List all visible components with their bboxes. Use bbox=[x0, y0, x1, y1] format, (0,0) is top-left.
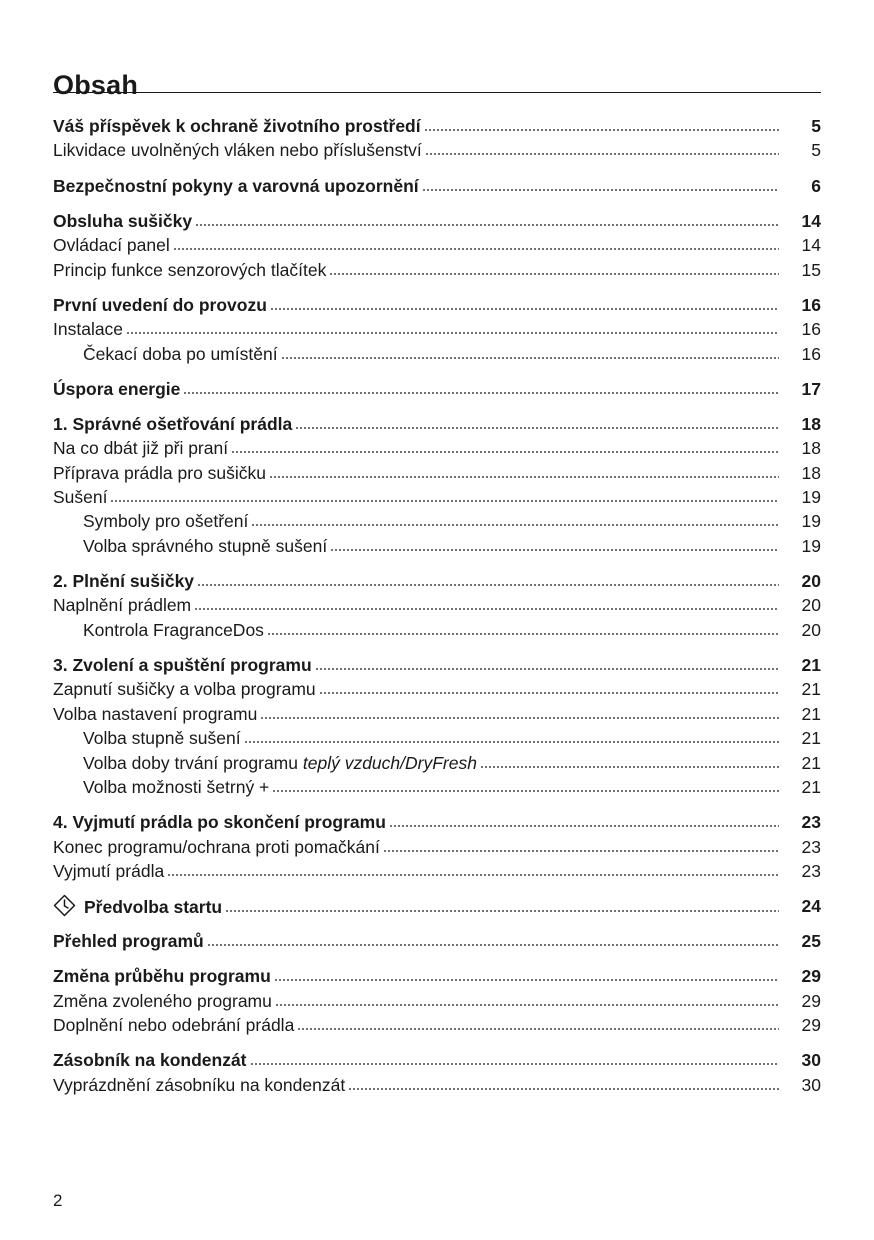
toc-entry-text: Bezpečnostní pokyny a varovná upozornění bbox=[53, 175, 419, 196]
toc-entry-page: 25 bbox=[801, 931, 821, 952]
toc-entry-text: Obsluha sušičky bbox=[53, 210, 193, 231]
dot-leader bbox=[275, 1004, 779, 1006]
dot-leader bbox=[315, 668, 779, 670]
toc-entry-page: 21 bbox=[801, 703, 821, 724]
toc-entry-text: Přehled programů bbox=[53, 931, 204, 952]
toc-entry[interactable] bbox=[53, 1073, 821, 1097]
toc-entry-page: 24 bbox=[801, 896, 821, 917]
toc-entry-text-regular: Volba doby trvání programu bbox=[83, 752, 298, 773]
dot-leader bbox=[270, 308, 779, 310]
dot-leader bbox=[272, 790, 779, 792]
toc-entry-text: Váš příspěvek k ochraně životního prostředí bbox=[53, 116, 421, 136]
toc-entry-text: Čekací doba po umístění bbox=[83, 343, 278, 364]
toc-entry-page: 16 bbox=[801, 294, 821, 315]
toc-entry[interactable] bbox=[53, 461, 821, 485]
toc-entry-text: Příprava prádla pro sušičku bbox=[53, 462, 267, 483]
toc-entry-page: 29 bbox=[801, 966, 821, 987]
toc-entry[interactable] bbox=[53, 677, 821, 701]
toc-entry[interactable] bbox=[53, 377, 821, 401]
toc-entry-page: 6 bbox=[811, 175, 821, 196]
dot-leader bbox=[295, 427, 779, 429]
toc-entry-text: Volba stupně sušení bbox=[83, 728, 241, 749]
toc-entry-page: 20 bbox=[801, 619, 821, 640]
toc-entry-text: Princip funkce senzorových tlačítek bbox=[53, 259, 327, 280]
toc-entry[interactable] bbox=[53, 342, 821, 366]
dot-leader bbox=[425, 153, 779, 155]
toc-entry-text: Sušení bbox=[53, 487, 108, 508]
dot-leader bbox=[251, 524, 779, 526]
dot-leader bbox=[281, 357, 779, 359]
toc-entry-page: 18 bbox=[801, 462, 821, 483]
dot-leader bbox=[330, 549, 779, 551]
toc-entry-page: 21 bbox=[801, 679, 821, 700]
toc-entry[interactable] bbox=[53, 859, 821, 883]
toc-entry-text: 4. Vyjmutí prádla po skončení programu bbox=[53, 812, 386, 833]
toc-entry-page: 19 bbox=[801, 511, 821, 532]
toc-entry[interactable] bbox=[53, 317, 821, 341]
dot-leader bbox=[383, 850, 779, 852]
dot-leader bbox=[329, 273, 779, 275]
toc-entry[interactable] bbox=[53, 1013, 821, 1037]
dot-leader bbox=[389, 825, 779, 827]
toc-entry-page: 21 bbox=[801, 776, 821, 797]
dot-leader bbox=[126, 332, 779, 334]
dot-leader bbox=[194, 608, 779, 610]
toc-entry-text: Vyprázdnění zásobníku na kondenzát bbox=[53, 1074, 346, 1095]
footer-page-number: 2 bbox=[53, 1191, 63, 1210]
toc-entry-page: 15 bbox=[801, 259, 821, 280]
toc-entry-text: Likvidace uvolněných vláken nebo příslušenství bbox=[53, 140, 422, 161]
dot-leader bbox=[274, 979, 779, 981]
toc-entry-page: 21 bbox=[801, 728, 821, 749]
toc-entry-page: 5 bbox=[811, 116, 821, 136]
toc-entry-text: Volba nastavení programu bbox=[53, 703, 258, 724]
dot-leader bbox=[225, 910, 779, 912]
dot-leader bbox=[260, 717, 779, 719]
toc-entry[interactable] bbox=[53, 653, 821, 677]
toc-entry-page: 29 bbox=[801, 990, 821, 1011]
toc-entry[interactable] bbox=[53, 412, 821, 436]
toc-entry-label: Předvolba startu bbox=[84, 897, 223, 918]
toc-entry-page: 18 bbox=[801, 413, 821, 434]
toc-entry-text: Změna zvoleného programu bbox=[53, 990, 272, 1011]
title-divider bbox=[53, 92, 821, 93]
toc-entry-page: 29 bbox=[801, 1015, 821, 1036]
toc-entry-page: 5 bbox=[811, 140, 821, 161]
dot-leader bbox=[480, 766, 779, 768]
toc-entry[interactable] bbox=[53, 751, 821, 775]
dot-leader bbox=[110, 500, 779, 502]
toc-entry[interactable] bbox=[53, 509, 821, 533]
dot-leader bbox=[297, 1028, 779, 1030]
toc-entry[interactable] bbox=[53, 775, 821, 799]
toc-entry-text: Kontrola FragranceDos bbox=[83, 619, 264, 640]
toc-entry[interactable] bbox=[53, 835, 821, 859]
toc-entry[interactable] bbox=[53, 258, 821, 282]
toc-entry-page: 19 bbox=[801, 487, 821, 508]
dot-leader bbox=[250, 1063, 780, 1065]
toc-entry[interactable] bbox=[53, 1048, 821, 1072]
toc-entry-page: 20 bbox=[801, 595, 821, 616]
toc-entry[interactable] bbox=[53, 436, 821, 460]
toc-entry[interactable] bbox=[53, 894, 821, 918]
toc-entry-text: Ovládací panel bbox=[53, 235, 170, 256]
toc-entry[interactable] bbox=[53, 929, 821, 953]
dot-leader bbox=[267, 633, 779, 635]
toc-entry-page: 14 bbox=[801, 235, 821, 256]
toc-entry-page: 16 bbox=[801, 343, 821, 364]
toc-entry-page: 21 bbox=[801, 752, 821, 773]
toc-entry[interactable] bbox=[53, 810, 821, 834]
dot-leader bbox=[207, 944, 779, 946]
toc-entry-text: Zásobník na kondenzát bbox=[53, 1050, 247, 1071]
toc-entry-page: 18 bbox=[801, 438, 821, 459]
toc-entry-text: Na co dbát již při praní bbox=[53, 438, 229, 459]
toc-entry[interactable] bbox=[53, 534, 821, 558]
dot-leader bbox=[173, 248, 779, 250]
toc-entry-text: Zapnutí sušičky a volba programu bbox=[53, 679, 316, 700]
dot-leader bbox=[424, 129, 779, 131]
toc-entry-text bbox=[53, 894, 222, 923]
dot-leader bbox=[197, 584, 779, 586]
toc-entry-text: Instalace bbox=[53, 319, 124, 340]
toc-entry[interactable] bbox=[53, 174, 821, 198]
toc-entry-text: Doplnění nebo odebrání prádla bbox=[53, 1015, 295, 1036]
timer-start-icon bbox=[53, 894, 76, 923]
toc-entry-page: 30 bbox=[801, 1050, 821, 1071]
toc-entry-text bbox=[53, 751, 477, 775]
toc-entry[interactable] bbox=[53, 964, 821, 988]
toc-entry[interactable] bbox=[53, 293, 821, 317]
toc-entry-page: 23 bbox=[801, 836, 821, 857]
toc-entry[interactable] bbox=[53, 989, 821, 1013]
dot-leader bbox=[269, 476, 779, 478]
toc-entry-page: 14 bbox=[801, 210, 821, 231]
dot-leader bbox=[183, 392, 779, 394]
toc-entry-page: 23 bbox=[801, 860, 821, 881]
table-of-contents bbox=[53, 114, 821, 1097]
toc-entry[interactable] bbox=[53, 114, 821, 138]
toc-entry[interactable] bbox=[53, 702, 821, 726]
toc-entry-page: 16 bbox=[801, 319, 821, 340]
toc-entry-page: 30 bbox=[801, 1074, 821, 1095]
toc-entry[interactable] bbox=[53, 209, 821, 233]
toc-entry[interactable] bbox=[53, 569, 821, 593]
toc-entry-text: Naplnění prádlem bbox=[53, 595, 192, 616]
toc-entry-page: 20 bbox=[801, 571, 821, 592]
toc-entry-text: Konec programu/ochrana proti pomačkání bbox=[53, 836, 380, 857]
toc-entry-text: 3. Zvolení a spuštění programu bbox=[53, 655, 312, 675]
toc-entry-page: 21 bbox=[801, 655, 821, 675]
toc-entry-text: 2. Plnění sušičky bbox=[53, 571, 195, 592]
dot-leader bbox=[195, 224, 779, 226]
dot-leader bbox=[422, 189, 779, 191]
dot-leader bbox=[348, 1088, 779, 1090]
toc-entry[interactable] bbox=[53, 138, 821, 162]
toc-entry-text: Vyjmutí prádla bbox=[53, 860, 165, 881]
dot-leader bbox=[167, 874, 779, 876]
toc-entry-text: Volba správného stupně sušení bbox=[83, 535, 328, 556]
dot-leader bbox=[244, 741, 779, 743]
toc-entry-page: 23 bbox=[801, 812, 821, 833]
toc-entry-text: Úspora energie bbox=[53, 378, 181, 399]
toc-entry[interactable] bbox=[53, 618, 821, 642]
dot-leader bbox=[231, 451, 779, 453]
toc-entry-text: Volba možnosti šetrný + bbox=[83, 776, 270, 797]
toc-entry[interactable] bbox=[53, 726, 821, 750]
toc-entry[interactable] bbox=[53, 233, 821, 257]
toc-entry-text: Změna průběhu programu bbox=[53, 966, 271, 987]
toc-entry-text: První uvedení do provozu bbox=[53, 294, 267, 315]
toc-entry-text-italic: teplý vzduch/DryFresh bbox=[302, 752, 477, 773]
toc-entry[interactable] bbox=[53, 593, 821, 617]
toc-entry-text: Symboly pro ošetření bbox=[83, 511, 249, 532]
page-title: Obsah bbox=[53, 70, 139, 101]
toc-entry-text: 1. Správné ošetřování prádla bbox=[53, 413, 293, 434]
toc-entry-page: 19 bbox=[801, 535, 821, 556]
dot-leader bbox=[319, 692, 779, 694]
toc-entry[interactable] bbox=[53, 485, 821, 509]
toc-entry-page: 17 bbox=[801, 378, 821, 399]
